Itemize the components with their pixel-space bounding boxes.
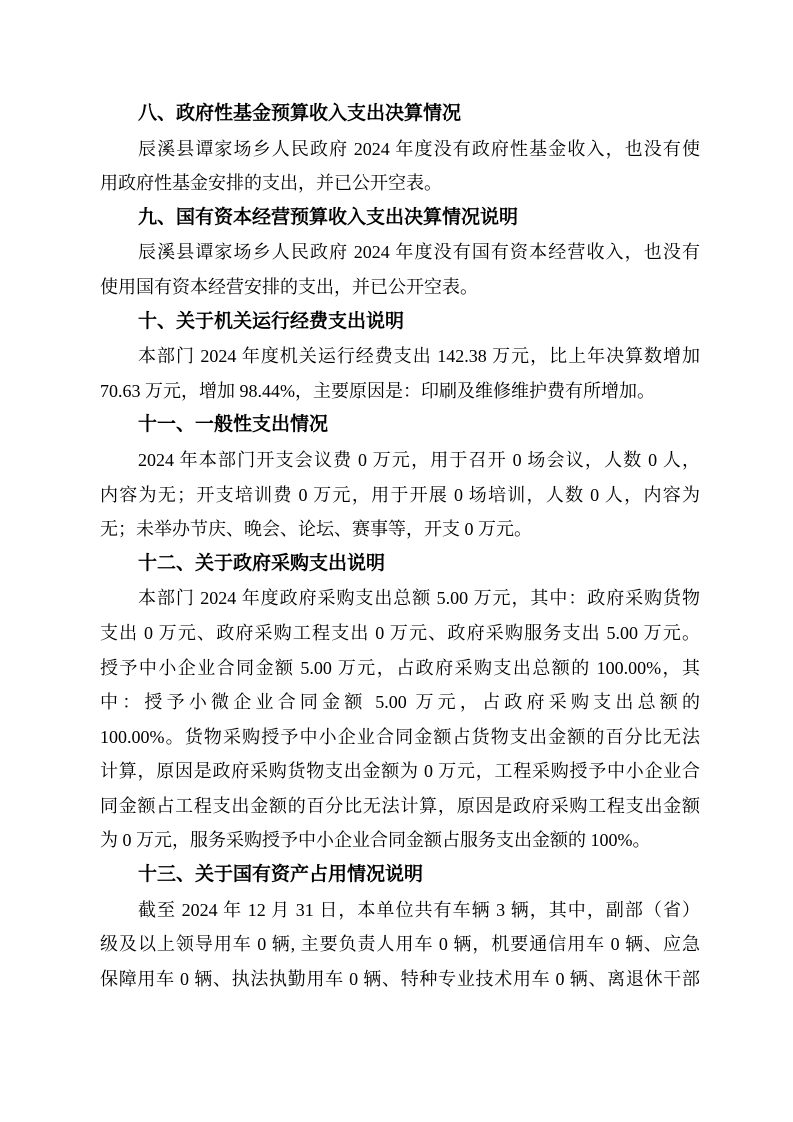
document-body xyxy=(100,97,700,996)
section-heading: 八、政府性基金预算收入支出决算情况 xyxy=(138,103,462,124)
text-line: 中：授予小微企业合同金额 5.00 万元，占政府采购支出总额的 xyxy=(100,692,700,713)
text-line: 授予中小企业合同金额 5.00 万元，占政府采购支出总额的 100.00%，其 xyxy=(100,657,700,678)
text-line: 级及以上领导用车 0 辆, 主要负责人用车 0 辆，机要通信用车 0 辆、应急 xyxy=(100,934,700,955)
text-line: 同金额占工程支出金额的百分比无法计算，原因是政府采购工程支出金额 xyxy=(100,795,700,816)
text-line: 截至 2024 年 12 月 31 日，本单位共有车辆 3 辆，其中，副部（省） xyxy=(138,899,700,920)
text-line: 2024 年本部门开支会议费 0 万元，用于召开 0 场会议，人数 0 人， xyxy=(138,449,700,470)
text-line: 本部门 2024 年度机关运行经费支出 142.38 万元，比上年决算数增加 xyxy=(138,346,700,367)
text-line: 计算，原因是政府采购货物支出金额为 0 万元，工程采购授予中小企业合 xyxy=(100,761,700,782)
text-line: 100.00%。货物采购授予中小企业合同金额占货物支出金额的百分比无法 xyxy=(100,726,700,747)
text-line: 内容为无；开支培训费 0 万元，用于开展 0 场培训，人数 0 人，内容为 xyxy=(100,484,700,505)
text-line: 保障用车 0 辆、执法执勤用车 0 辆、特种专业技术用车 0 辆、离退休干部 xyxy=(100,968,700,989)
text-line: 用政府性基金安排的支出，并已公开空表。 xyxy=(100,173,442,194)
section-heading: 十、关于机关运行经费支出说明 xyxy=(138,310,405,332)
section-heading: 十三、关于国有资产占用情况说明 xyxy=(138,864,424,886)
text-line: 70.63 万元，增加 98.44%，主要原因是：印刷及维修维护费有所增加。 xyxy=(100,380,655,401)
text-line: 支出 0 万元、政府采购工程支出 0 万元、政府采购服务支出 5.00 万元。 xyxy=(100,622,700,643)
section-heading: 十二、关于政府采购支出说明 xyxy=(138,552,386,574)
text-line: 无；未举办节庆、晚会、论坛、赛事等，开支 0 万元。 xyxy=(100,519,532,540)
text-line: 辰溪县谭家场乡人民政府 2024 年度没有国有资本经营收入，也没有 xyxy=(138,242,700,263)
text-line: 使用国有资本经营安排的支出，并已公开空表。 xyxy=(100,276,478,297)
text-line: 本部门 2024 年度政府采购支出总额 5.00 万元，其中：政府采购货物 xyxy=(138,588,700,609)
text-line: 辰溪县谭家场乡人民政府 2024 年度没有政府性基金收入，也没有使 xyxy=(138,138,700,159)
section-heading: 九、国有资本经营预算收入支出决算情况说明 xyxy=(138,206,519,228)
text-line: 为 0 万元，服务采购授予中小企业合同金额占服务支出金额的 100%。 xyxy=(100,830,651,851)
section-heading: 十一、一般性支出情况 xyxy=(138,414,329,436)
